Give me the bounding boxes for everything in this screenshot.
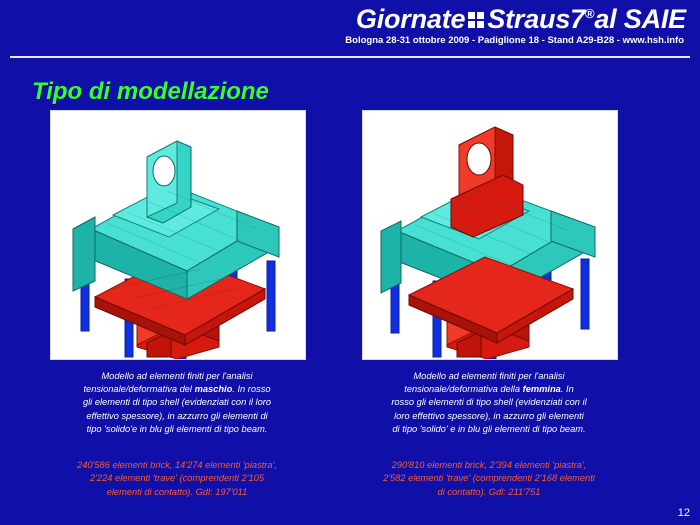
caption-left-line2a: tensionale/deformativa del: [83, 384, 195, 395]
straus7-grid-logo-icon: [468, 12, 486, 30]
stats-right: [346, 459, 632, 499]
caption-left-line2c: . In rosso: [232, 384, 271, 395]
femmina-model-image: [362, 110, 618, 360]
caption-left-line3: gli elementi di tipo shell (evidenziati con il loro: [82, 397, 272, 408]
header-title: [356, 4, 686, 35]
header-title-registered-mark: ®: [584, 6, 595, 21]
page-number: 12: [677, 507, 690, 519]
stats-left-line2: 2'224 elementi 'trave' (comprendenti 2'105: [89, 473, 265, 484]
caption-left-line4: effettivo spessore), in azzurro gli elementi di: [86, 410, 268, 421]
caption-left: [38, 370, 316, 436]
slide-header: [0, 0, 700, 62]
maschio-fem-illustration: [51, 111, 305, 359]
page-title: Tipo di modellazione: [32, 78, 269, 105]
caption-left-line5: tipo 'solido'e in blu gli elementi di tipo beam.: [86, 423, 268, 434]
caption-right-line3: rosso gli elementi di tipo shell (evidenziati con il: [391, 397, 587, 408]
caption-right-keyword: femmina: [522, 384, 561, 395]
header-title-part1: Giornate: [355, 4, 466, 34]
caption-right-line2a: tensionale/deformativa della: [404, 384, 523, 395]
header-subtitle: Bologna 28-31 ottobre 2009 - Padiglione 18 - Stand A29-B28 - www.hsh.info: [345, 35, 684, 46]
header-title-part2: Straus7: [487, 4, 585, 34]
header-divider: [10, 56, 690, 58]
stats-left-line1: 240'586 elementi brick, 14'274 elementi 'piastra',: [77, 460, 277, 470]
caption-right-line2c: . In: [560, 384, 574, 395]
caption-right-line4: loro effettivo spessore), in azzurro gli elementi: [394, 410, 584, 421]
maschio-model-image: [50, 110, 306, 360]
caption-right: [350, 370, 628, 436]
stats-left-line3: elementi di contatto). Gdl: 197'011: [106, 486, 248, 497]
stats-right-line2: 2'582 elementi 'trave' (comprendenti 2'168 elementi: [383, 473, 595, 484]
stats-right-line1: 290'810 elementi brick, 2'394 elementi 'piastra',: [391, 460, 587, 470]
caption-left-keyword: maschio: [194, 384, 233, 395]
header-title-part3: al SAIE: [594, 4, 686, 34]
caption-right-line5: di tipo 'solido' e in blu gli elementi di tipo beam.: [392, 423, 586, 434]
femmina-fem-illustration: [363, 111, 617, 359]
caption-right-line1: Modello ad elementi finiti per l'analisi: [413, 371, 565, 381]
stats-left: [34, 459, 320, 499]
stats-right-line3: di contatto). Gdl: 211'751: [437, 486, 541, 497]
caption-left-line1: Modello ad elementi finiti per l'analisi: [101, 371, 253, 381]
